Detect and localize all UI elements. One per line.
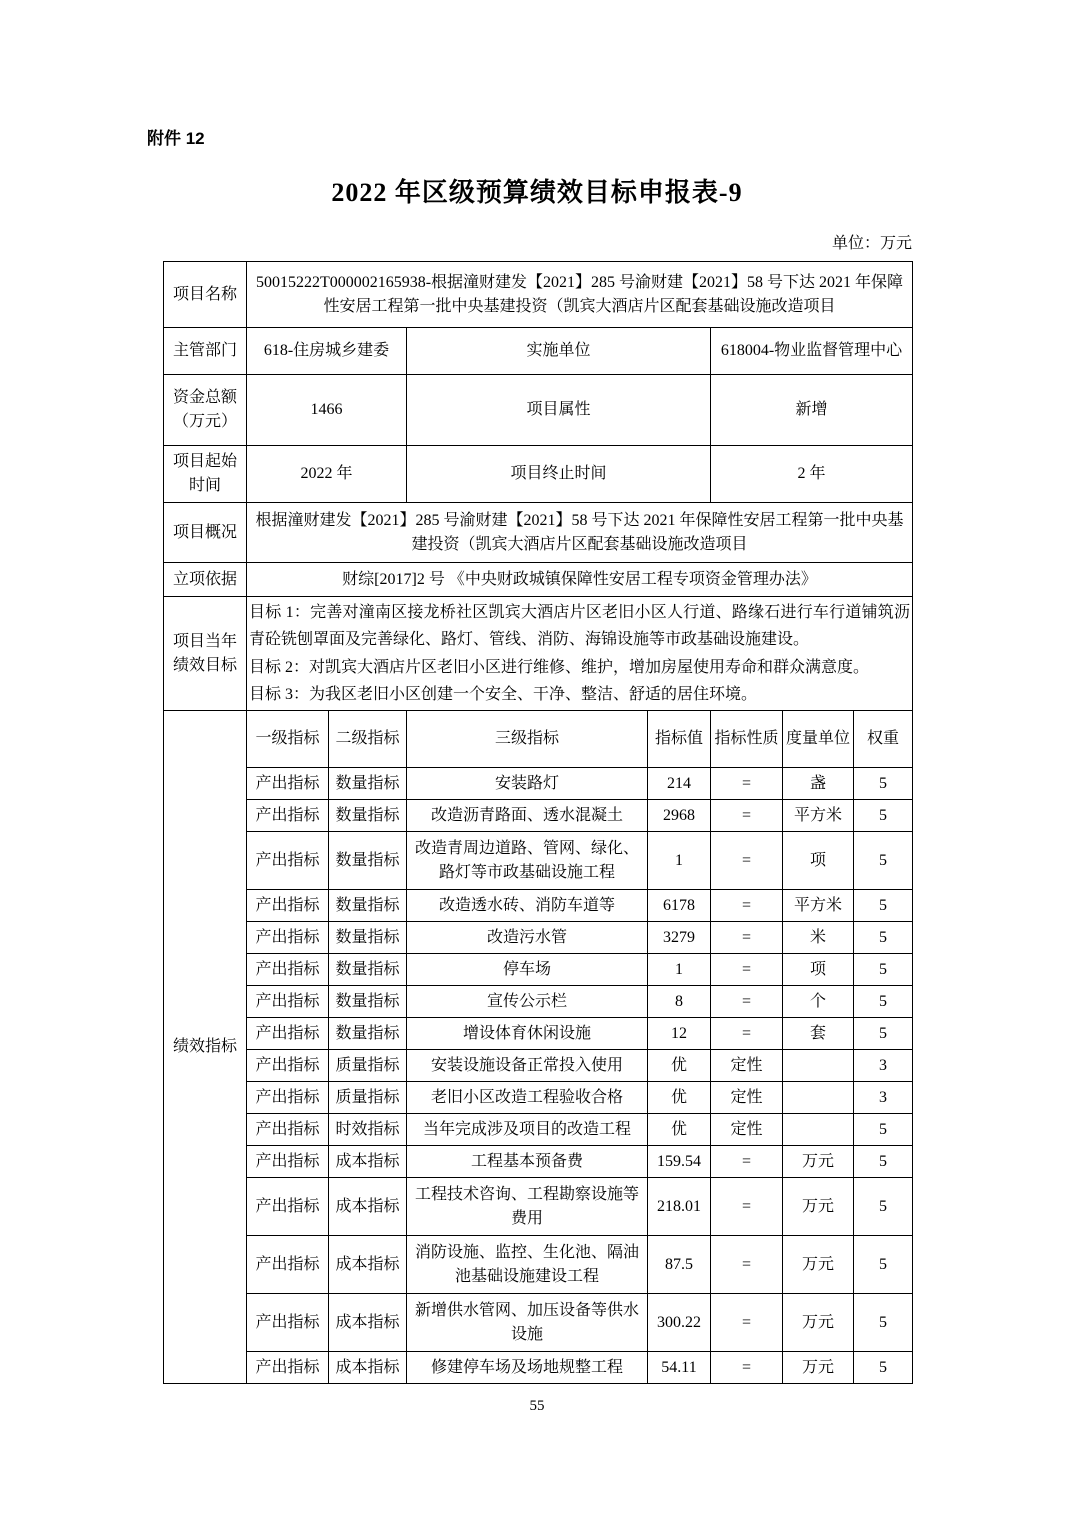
indicator-name: 老旧小区改造工程验收合格 (407, 1082, 648, 1114)
indicator-weight: 5 (854, 1236, 913, 1294)
indicator-weight: 5 (854, 1146, 913, 1178)
indicator-row (164, 890, 913, 922)
indicator-row (164, 832, 913, 890)
indicator-value: 3279 (648, 922, 711, 954)
indicator-row (164, 1050, 913, 1082)
indicator-level2: 成本指标 (329, 1294, 407, 1352)
indicator-value: 1 (648, 954, 711, 986)
indicator-value: 优 (648, 1082, 711, 1114)
indicator-name: 安装路灯 (407, 768, 648, 800)
indicator-value: 优 (648, 1114, 711, 1146)
value-implementing-unit: 618004-物业监督管理中心 (711, 328, 913, 375)
indicator-weight: 5 (854, 1352, 913, 1384)
indicator-row (164, 954, 913, 986)
indicator-level1: 产出指标 (247, 1178, 329, 1236)
indicator-unit (783, 1114, 854, 1146)
indicator-row (164, 1178, 913, 1236)
indicator-level2: 数量指标 (329, 1018, 407, 1050)
indicator-level2: 成本指标 (329, 1352, 407, 1384)
indicator-unit: 万元 (783, 1178, 854, 1236)
indicator-weight: 5 (854, 1018, 913, 1050)
indicator-level1: 产出指标 (247, 986, 329, 1018)
indicator-nature: = (711, 1236, 783, 1294)
indicator-weight: 5 (854, 1178, 913, 1236)
indicator-row (164, 1018, 913, 1050)
indicator-row (164, 986, 913, 1018)
indicator-value: 优 (648, 1050, 711, 1082)
goal-1: 目标 1：完善对潼南区接龙桥社区凯宾大酒店片区老旧小区人行道、路缘石进行车行道铺筑沥青砼铣刨罩面及完善绿化、路灯、管线、消防、海锦设施等市政基础设施建设。 (249, 604, 911, 649)
indicator-level2: 成本指标 (329, 1178, 407, 1236)
indicator-weight: 5 (854, 954, 913, 986)
indicator-value: 2968 (648, 800, 711, 832)
indicator-level2: 数量指标 (329, 800, 407, 832)
indicator-value: 300.22 (648, 1294, 711, 1352)
row-departments (164, 328, 913, 375)
indicator-unit: 米 (783, 922, 854, 954)
indicator-unit: 项 (783, 832, 854, 890)
indicator-level1: 产出指标 (247, 1114, 329, 1146)
page-number: 55 (529, 1398, 545, 1414)
indicator-unit: 万元 (783, 1294, 854, 1352)
label-approval-basis: 立项依据 (164, 563, 247, 597)
label-total-funds: 资金总额（万元） (164, 375, 247, 446)
indicator-row (164, 922, 913, 954)
indicator-nature: = (711, 1178, 783, 1236)
value-total-funds: 1466 (247, 375, 407, 446)
indicator-header-row (164, 711, 913, 768)
value-project-overview: 根据潼财建发【2021】285 号渝财建【2021】58 号下达 2021 年保障性安居工程第一批中央基建投资（凯宾大酒店片区配套基础设施改造项目 (247, 503, 913, 563)
indicator-name: 当年完成涉及项目的改造工程 (407, 1114, 648, 1146)
indicator-unit: 平方米 (783, 890, 854, 922)
indicator-row (164, 1236, 913, 1294)
indicator-name: 新增供水管网、加压设备等供水设施 (407, 1294, 648, 1352)
label-performance-indicators: 绩效指标 (164, 711, 247, 1384)
indicator-name: 增设体育休闲设施 (407, 1018, 648, 1050)
page-title: 2022 年区级预算绩效目标申报表-9 (331, 178, 743, 207)
indicator-level1: 产出指标 (247, 890, 329, 922)
row-funding (164, 375, 913, 446)
indicator-nature: = (711, 800, 783, 832)
indicator-nature: 定性 (711, 1050, 783, 1082)
indicator-unit: 套 (783, 1018, 854, 1050)
indicator-nature: = (711, 1352, 783, 1384)
indicator-name: 工程基本预备费 (407, 1146, 648, 1178)
indicator-row (164, 1146, 913, 1178)
indicator-name: 改造青周边道路、管网、绿化、路灯等市政基础设施工程 (407, 832, 648, 890)
header-indicator-nature: 指标性质 (711, 711, 783, 768)
label-project-attribute: 项目属性 (407, 375, 711, 446)
label-end-time: 项目终止时间 (407, 446, 711, 503)
indicator-row (164, 1352, 913, 1384)
value-end-time: 2 年 (711, 446, 913, 503)
goal-3: 目标 3：为我区老旧小区创建一个安全、干净、整洁、舒适的居住环境。 (249, 685, 758, 703)
indicator-level2: 数量指标 (329, 922, 407, 954)
indicator-value: 8 (648, 986, 711, 1018)
indicator-unit (783, 1050, 854, 1082)
indicator-level1: 产出指标 (247, 800, 329, 832)
indicator-level1: 产出指标 (247, 1236, 329, 1294)
indicator-level1: 产出指标 (247, 1294, 329, 1352)
indicator-nature: = (711, 1146, 783, 1178)
indicator-level2: 成本指标 (329, 1146, 407, 1178)
header-weight: 权重 (854, 711, 913, 768)
indicator-row (164, 1294, 913, 1352)
header-level2-indicator: 二级指标 (329, 711, 407, 768)
indicator-unit (783, 1082, 854, 1114)
indicator-value: 87.5 (648, 1236, 711, 1294)
indicator-unit: 万元 (783, 1352, 854, 1384)
indicator-weight: 5 (854, 922, 913, 954)
indicator-nature: = (711, 922, 783, 954)
row-annual-goals (164, 597, 913, 711)
unit-note: 单位：万元 (831, 235, 912, 252)
indicator-nature: = (711, 986, 783, 1018)
indicator-name: 改造污水管 (407, 922, 648, 954)
label-implementing-unit: 实施单位 (407, 328, 711, 375)
label-annual-goals: 项目当年绩效目标 (164, 597, 247, 711)
value-supervising-department: 618-住房城乡建委 (247, 328, 407, 375)
indicator-name: 安装设施设备正常投入使用 (407, 1050, 648, 1082)
header-measure-unit: 度量单位 (783, 711, 854, 768)
indicator-row (164, 800, 913, 832)
attachment-label: 附件 12 (147, 129, 205, 148)
value-project-attribute: 新增 (711, 375, 913, 446)
indicator-weight: 5 (854, 800, 913, 832)
indicator-weight: 5 (854, 1114, 913, 1146)
indicator-level2: 数量指标 (329, 986, 407, 1018)
value-start-time: 2022 年 (247, 446, 407, 503)
label-start-time: 项目起始时间 (164, 446, 247, 503)
indicator-value: 54.11 (648, 1352, 711, 1384)
indicator-value: 6178 (648, 890, 711, 922)
goal-2: 目标 2：对凯宾大酒店片区老旧小区进行维修、维护，增加房屋使用寿命和群众满意度。 (249, 658, 870, 676)
header-indicator-value: 指标值 (648, 711, 711, 768)
indicator-unit: 平方米 (783, 800, 854, 832)
indicator-name: 改造透水砖、消防车道等 (407, 890, 648, 922)
indicator-name: 改造沥青路面、透水混凝土 (407, 800, 648, 832)
indicator-nature: = (711, 890, 783, 922)
indicator-name: 修建停车场及场地规整工程 (407, 1352, 648, 1384)
indicator-value: 159.54 (648, 1146, 711, 1178)
value-project-name: 50015222T000002165938-根据潼财建发【2021】285 号渝财建【2021】58 号下达 2021 年保障性安居工程第一批中央基建投资（凯宾大酒店片区配套基础设施改造项目 (247, 262, 913, 328)
indicator-weight: 5 (854, 890, 913, 922)
indicator-value: 218.01 (648, 1178, 711, 1236)
indicator-name: 工程技术咨询、工程勘察设施等费用 (407, 1178, 648, 1236)
indicator-weight: 5 (854, 768, 913, 800)
indicator-weight: 5 (854, 1294, 913, 1352)
indicator-nature: = (711, 832, 783, 890)
indicator-level1: 产出指标 (247, 954, 329, 986)
indicator-level2: 数量指标 (329, 768, 407, 800)
indicator-weight: 5 (854, 986, 913, 1018)
value-approval-basis: 财综[2017]2 号 《中央财政城镇保障性安居工程专项资金管理办法》 (247, 563, 913, 597)
indicator-level2: 数量指标 (329, 954, 407, 986)
row-project-name (164, 262, 913, 328)
indicator-nature: = (711, 954, 783, 986)
indicator-weight: 3 (854, 1050, 913, 1082)
indicator-nature: = (711, 1018, 783, 1050)
row-project-dates (164, 446, 913, 503)
indicator-level1: 产出指标 (247, 1050, 329, 1082)
indicator-unit: 万元 (783, 1236, 854, 1294)
indicator-nature: 定性 (711, 1082, 783, 1114)
header-level1-indicator: 一级指标 (247, 711, 329, 768)
indicator-row (164, 1114, 913, 1146)
label-project-name: 项目名称 (164, 262, 247, 328)
indicator-weight: 3 (854, 1082, 913, 1114)
indicator-level2: 质量指标 (329, 1050, 407, 1082)
indicator-nature: = (711, 1294, 783, 1352)
indicator-value: 12 (648, 1018, 711, 1050)
indicator-level1: 产出指标 (247, 922, 329, 954)
indicator-unit: 盏 (783, 768, 854, 800)
value-annual-goals (247, 597, 913, 711)
header-level3-indicator: 三级指标 (407, 711, 648, 768)
indicator-level1: 产出指标 (247, 832, 329, 890)
indicator-level1: 产出指标 (247, 768, 329, 800)
indicator-level1: 产出指标 (247, 1146, 329, 1178)
row-project-overview (164, 503, 913, 563)
indicator-name: 停车场 (407, 954, 648, 986)
indicator-level1: 产出指标 (247, 1082, 329, 1114)
indicator-name: 宣传公示栏 (407, 986, 648, 1018)
indicator-row (164, 1082, 913, 1114)
indicator-weight: 5 (854, 832, 913, 890)
indicator-level2: 数量指标 (329, 890, 407, 922)
label-project-overview: 项目概况 (164, 503, 247, 563)
indicator-unit: 万元 (783, 1146, 854, 1178)
indicator-value: 1 (648, 832, 711, 890)
budget-target-table (163, 261, 913, 1384)
indicator-nature: 定性 (711, 1114, 783, 1146)
indicator-unit: 个 (783, 986, 854, 1018)
indicator-level1: 产出指标 (247, 1352, 329, 1384)
indicator-level2: 时效指标 (329, 1114, 407, 1146)
indicator-row (164, 768, 913, 800)
indicator-value: 214 (648, 768, 711, 800)
row-approval-basis (164, 563, 913, 597)
indicator-level2: 质量指标 (329, 1082, 407, 1114)
indicator-level2: 成本指标 (329, 1236, 407, 1294)
indicator-unit: 项 (783, 954, 854, 986)
indicator-nature: = (711, 768, 783, 800)
label-supervising-department: 主管部门 (164, 328, 247, 375)
indicator-name: 消防设施、监控、生化池、隔油池基础设施建设工程 (407, 1236, 648, 1294)
indicator-level2: 数量指标 (329, 832, 407, 890)
indicator-level1: 产出指标 (247, 1018, 329, 1050)
